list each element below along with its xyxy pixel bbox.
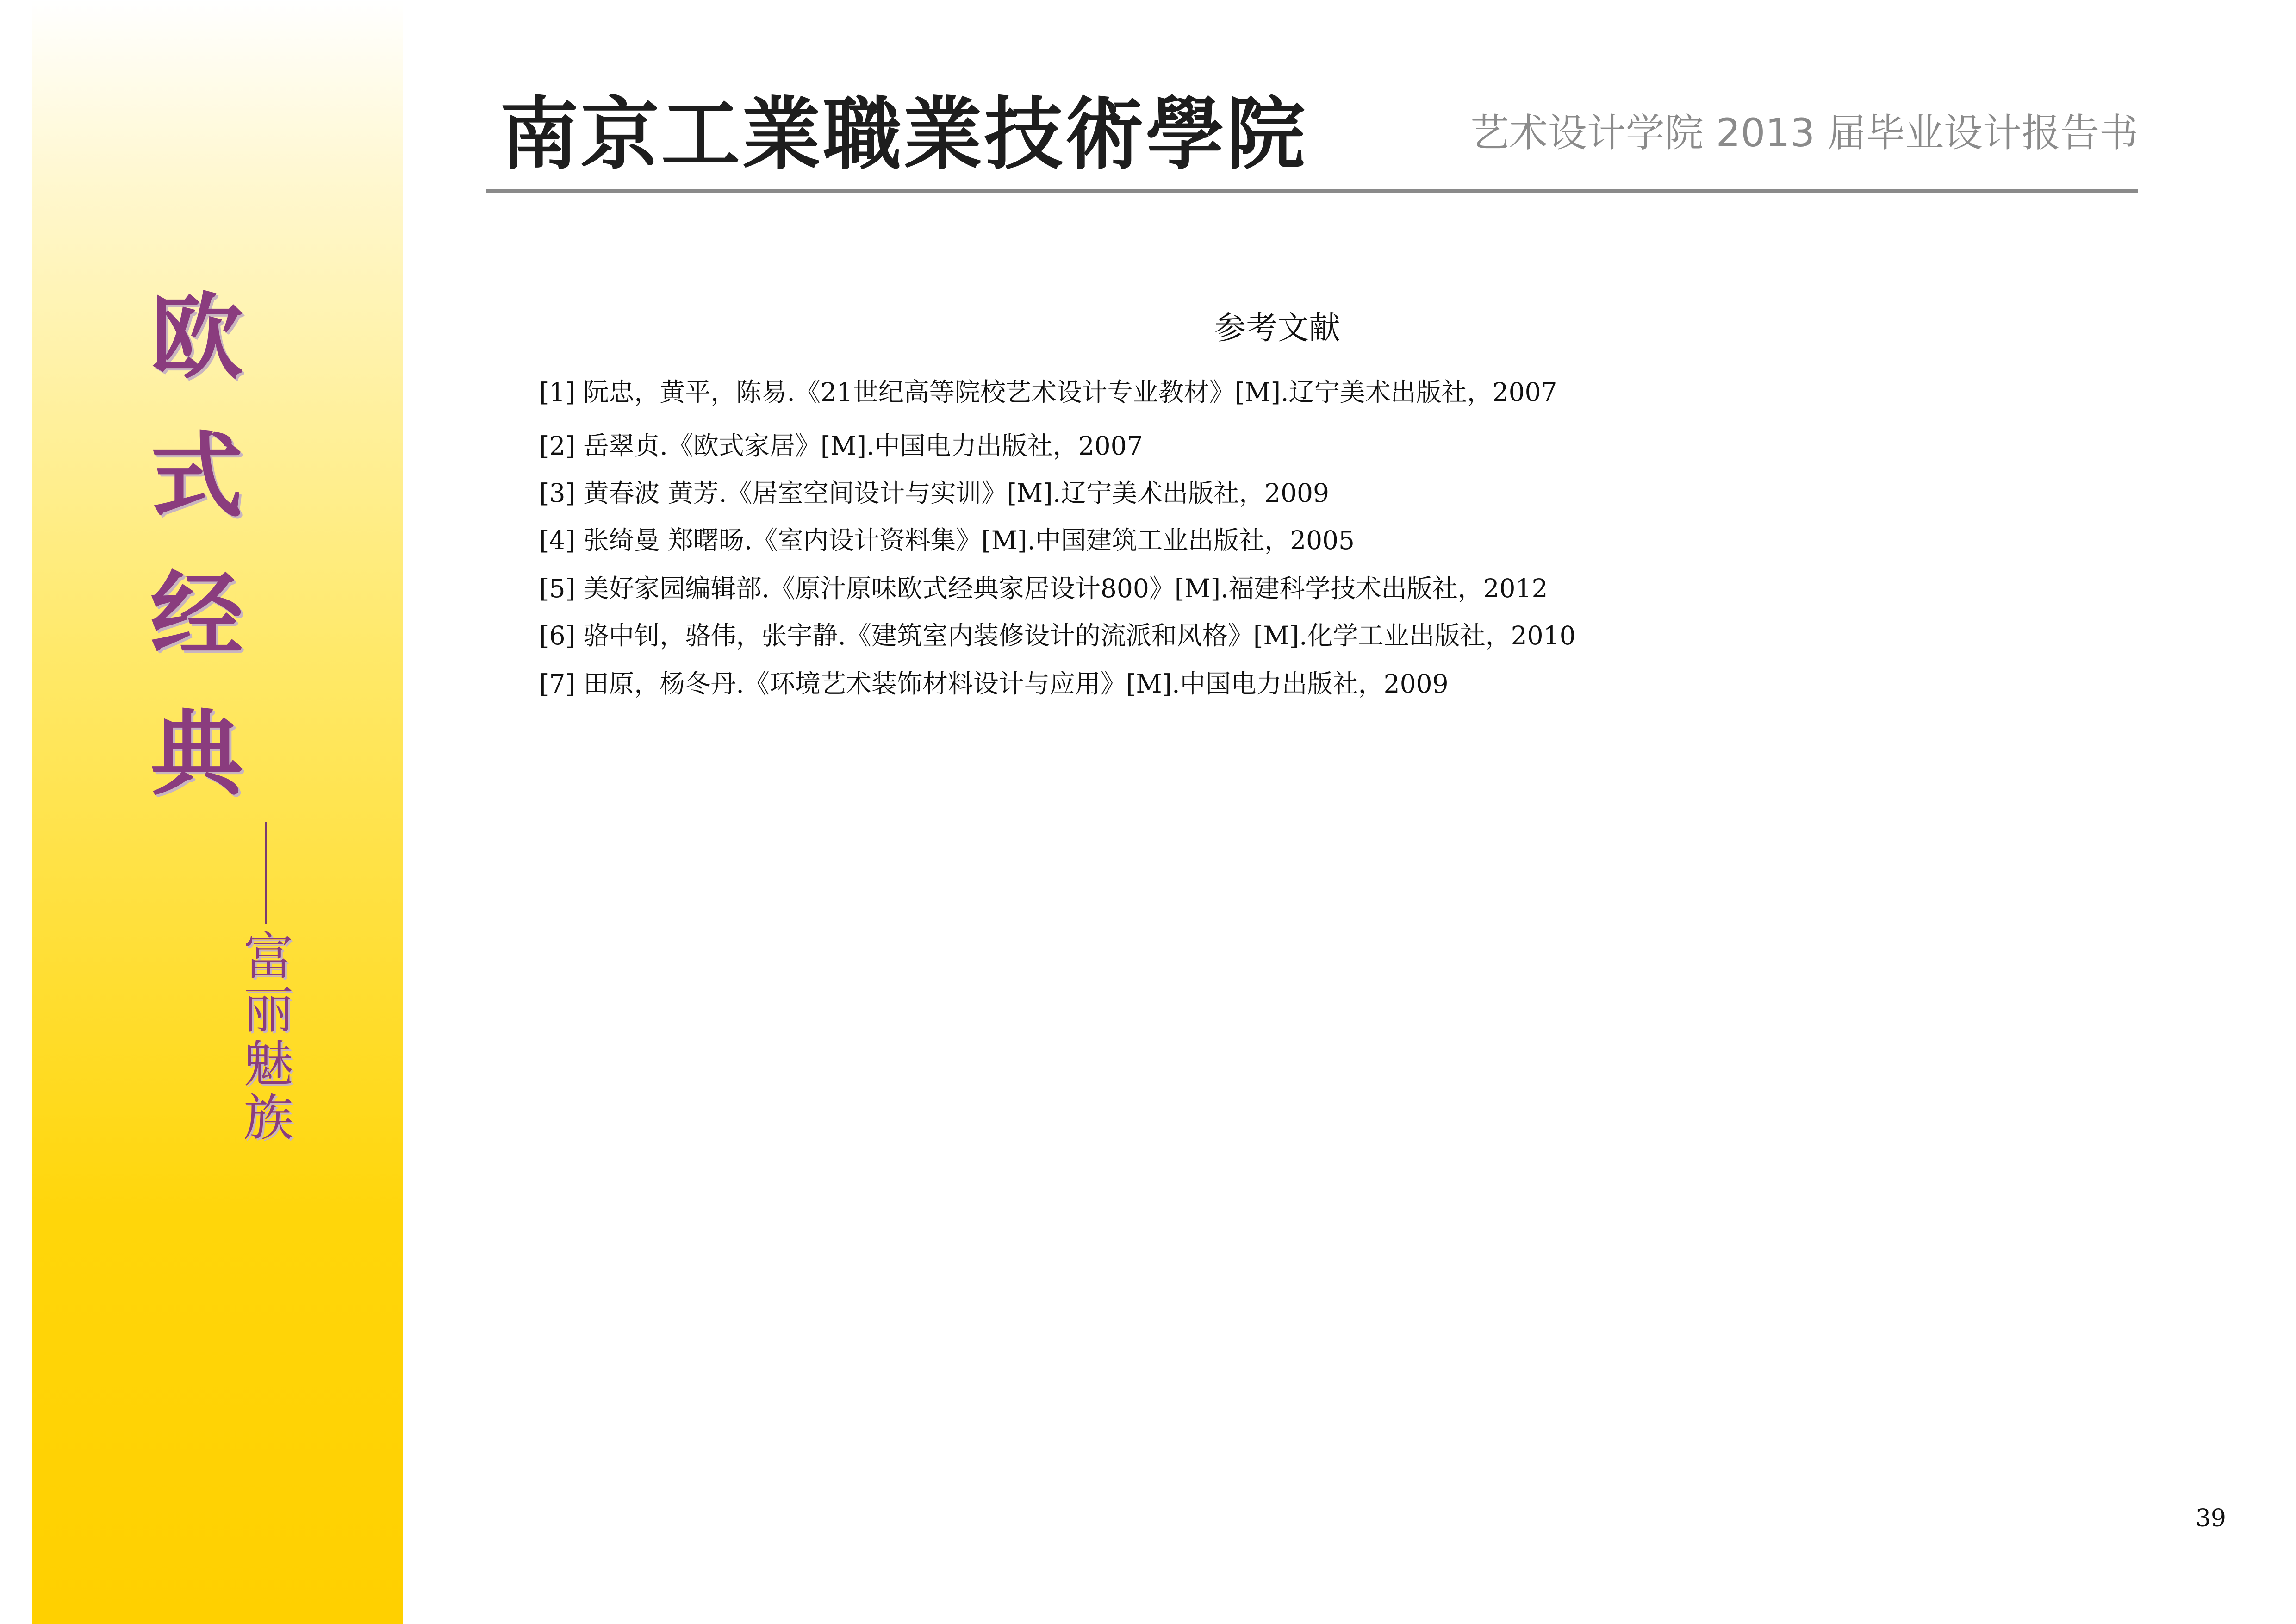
reference-item: [6] 骆中钊，骆伟，张宇静.《建筑室内装修设计的流派和风格》[M].化学工业出版社，2010 xyxy=(539,621,1576,650)
reference-item: [7] 田原，杨冬丹.《环境艺术装饰材料设计与应用》[M].中国电力出版社，2009 xyxy=(539,669,1449,699)
school-name-char: 院 xyxy=(1226,87,1305,181)
sidebar-subtitle-char: 魅 xyxy=(243,1036,293,1093)
school-name-char: 職 xyxy=(822,87,902,181)
reference-item: [2] 岳翠贞.《欧式家居》[M].中国电力出版社，2007 xyxy=(539,431,1143,461)
sidebar-title-char: 典 xyxy=(150,700,243,808)
sidebar-subtitle xyxy=(236,928,301,1147)
school-name-char: 術 xyxy=(1065,87,1144,181)
school-name-char: 京 xyxy=(580,87,660,181)
reference-item: [1] 阮忠，黄平，陈易.《21世纪高等院校艺术设计专业教材》[M].辽宁美术出版社，2007 xyxy=(539,377,1557,407)
sidebar-subtitle-char: 丽 xyxy=(243,982,293,1040)
sidebar-subtitle-char: 族 xyxy=(243,1089,293,1147)
references-heading: 参考文献 xyxy=(1214,310,1340,347)
school-name-char: 業 xyxy=(903,87,983,181)
reference-item: [4] 张绮曼 郑曙旸.《室内设计资料集》[M].中国建筑工业出版社，2005 xyxy=(539,525,1355,555)
school-name-char: 學 xyxy=(1145,87,1225,181)
sidebar-dash xyxy=(265,822,267,924)
sidebar-title-char: 经 xyxy=(150,562,243,669)
sidebar-title-char: 式 xyxy=(150,423,243,531)
school-name xyxy=(500,81,1305,181)
page-number: 39 xyxy=(2195,1505,2226,1532)
sidebar-title xyxy=(150,284,243,847)
school-name-char: 業 xyxy=(742,87,821,181)
school-name-char: 工 xyxy=(661,87,740,181)
reference-item: [5] 美好家园编辑部.《原汁原味欧式经典家居设计800》[M].福建科学技术出版社，2012 xyxy=(539,574,1548,603)
sidebar-title-char: 欧 xyxy=(150,284,243,392)
sidebar-subtitle-char: 富 xyxy=(243,928,293,986)
reference-item: [3] 黄春波 黄芳.《居室空间设计与实训》[M].辽宁美术出版社，2009 xyxy=(539,478,1330,508)
header-divider xyxy=(486,189,2138,193)
report-title: 艺术设计学院 2013 届毕业设计报告书 xyxy=(1470,110,2138,156)
school-name-char: 南 xyxy=(500,87,579,181)
school-name-char: 技 xyxy=(984,87,1063,181)
